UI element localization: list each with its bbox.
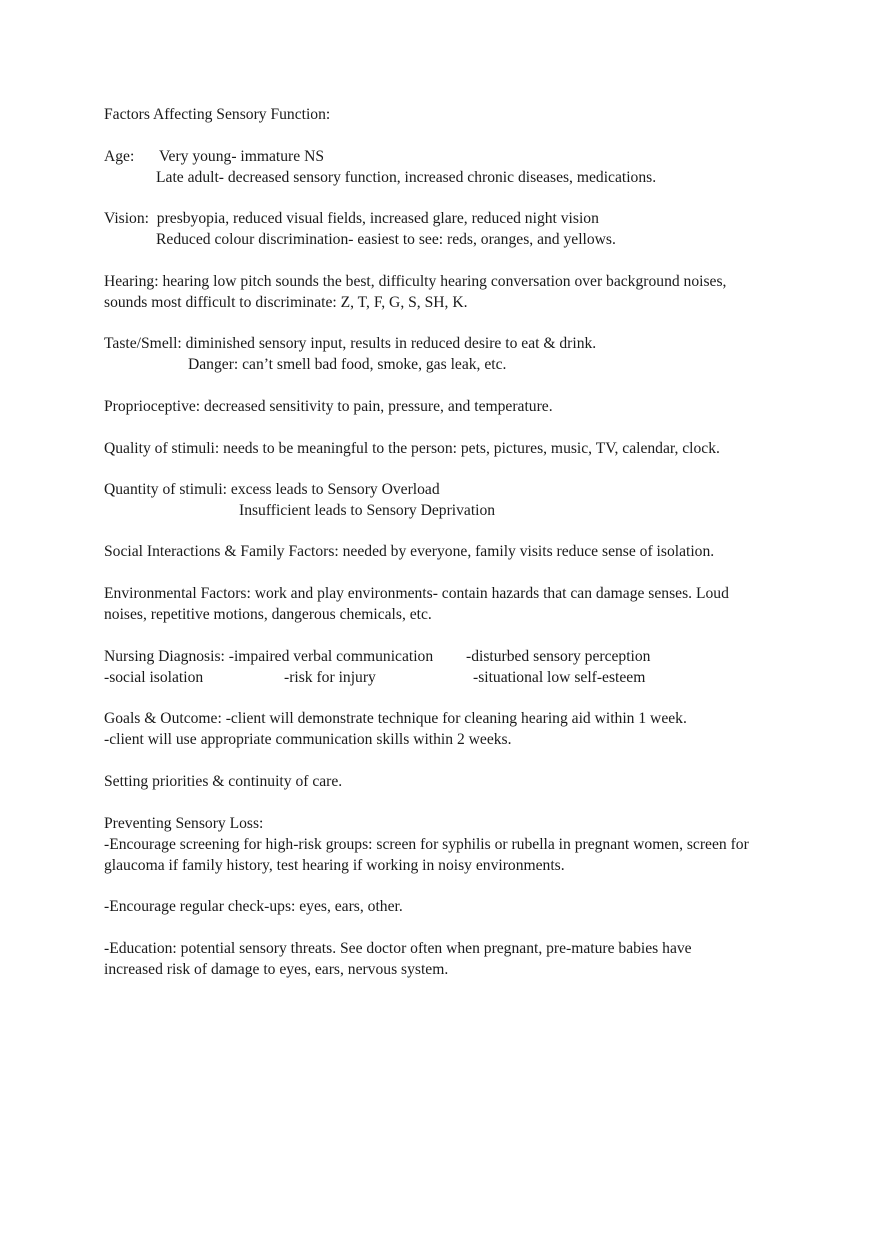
preventing-sensory-loss-line-1: -Encourage screening for high-risk groups: screen for syphilis or rubella in pregnant women, screen for [104, 836, 749, 853]
education-line-1: -Education: potential sensory threats. See doctor often when pregnant, pre-mature babies have [104, 940, 692, 957]
hearing-line-1: Hearing: hearing low pitch sounds the best, difficulty hearing conversation over background noises, [104, 273, 727, 290]
goals-outcome-line-2: -client will use appropriate communication skills within 2 weeks. [104, 731, 512, 748]
preventing-sensory-loss-heading: Preventing Sensory Loss: [104, 815, 264, 832]
quantity-of-stimuli-line-1: Quantity of stimuli: excess leads to Sensory Overload [104, 481, 440, 498]
social-interactions-line: Social Interactions & Family Factors: needed by everyone, family visits reduce sense of isolation. [104, 543, 715, 560]
quantity-of-stimuli-line-2: Insufficient leads to Sensory Deprivation [239, 502, 496, 519]
goals-outcome-line-1: Goals & Outcome: -client will demonstrate technique for cleaning hearing aid within 1 week. [104, 710, 687, 727]
nursing-diagnosis-item: -situational low self-esteem [473, 669, 646, 686]
setting-priorities-line: Setting priorities & continuity of care. [104, 773, 343, 790]
quality-of-stimuli-line: Quality of stimuli: needs to be meaningful to the person: pets, pictures, music, TV, calendar, clock. [104, 440, 720, 457]
hearing-line-2: sounds most difficult to discriminate: Z, T, F, G, S, SH, K. [104, 294, 468, 311]
nursing-diagnosis-item: -disturbed sensory perception [466, 648, 651, 665]
environmental-factors-line-2: noises, repetitive motions, dangerous chemicals, etc. [104, 606, 432, 623]
nursing-diagnosis-item: -risk for injury [284, 669, 376, 686]
preventing-sensory-loss-line-2: glaucoma if family history, test hearing if working in noisy environments. [104, 857, 565, 874]
nursing-diagnosis-label: Nursing Diagnosis: -impaired verbal communication [104, 648, 434, 665]
taste-smell-line-1: Taste/Smell: diminished sensory input, results in reduced desire to eat & drink. [104, 335, 597, 352]
age-line-1: Very young- immature NS [159, 148, 325, 165]
taste-smell-line-2: Danger: can’t smell bad food, smoke, gas leak, etc. [188, 356, 507, 373]
document-title: Factors Affecting Sensory Function: [104, 106, 331, 123]
age-label: Age: [104, 148, 135, 165]
education-line-2: increased risk of damage to eyes, ears, nervous system. [104, 961, 449, 978]
vision-line-2: Reduced colour discrimination- easiest to see: reds, oranges, and yellows. [156, 231, 616, 248]
proprioceptive-line: Proprioceptive: decreased sensitivity to pain, pressure, and temperature. [104, 398, 553, 415]
nursing-diagnosis-item: -social isolation [104, 669, 204, 686]
environmental-factors-line-1: Environmental Factors: work and play environments- contain hazards that can damage senses. Loud [104, 585, 729, 602]
vision-line-1: Vision: presbyopia, reduced visual fields, increased glare, reduced night vision [104, 210, 599, 227]
checkups-line: -Encourage regular check-ups: eyes, ears, other. [104, 898, 403, 915]
age-line-2: Late adult- decreased sensory function, increased chronic diseases, medications. [156, 169, 657, 186]
